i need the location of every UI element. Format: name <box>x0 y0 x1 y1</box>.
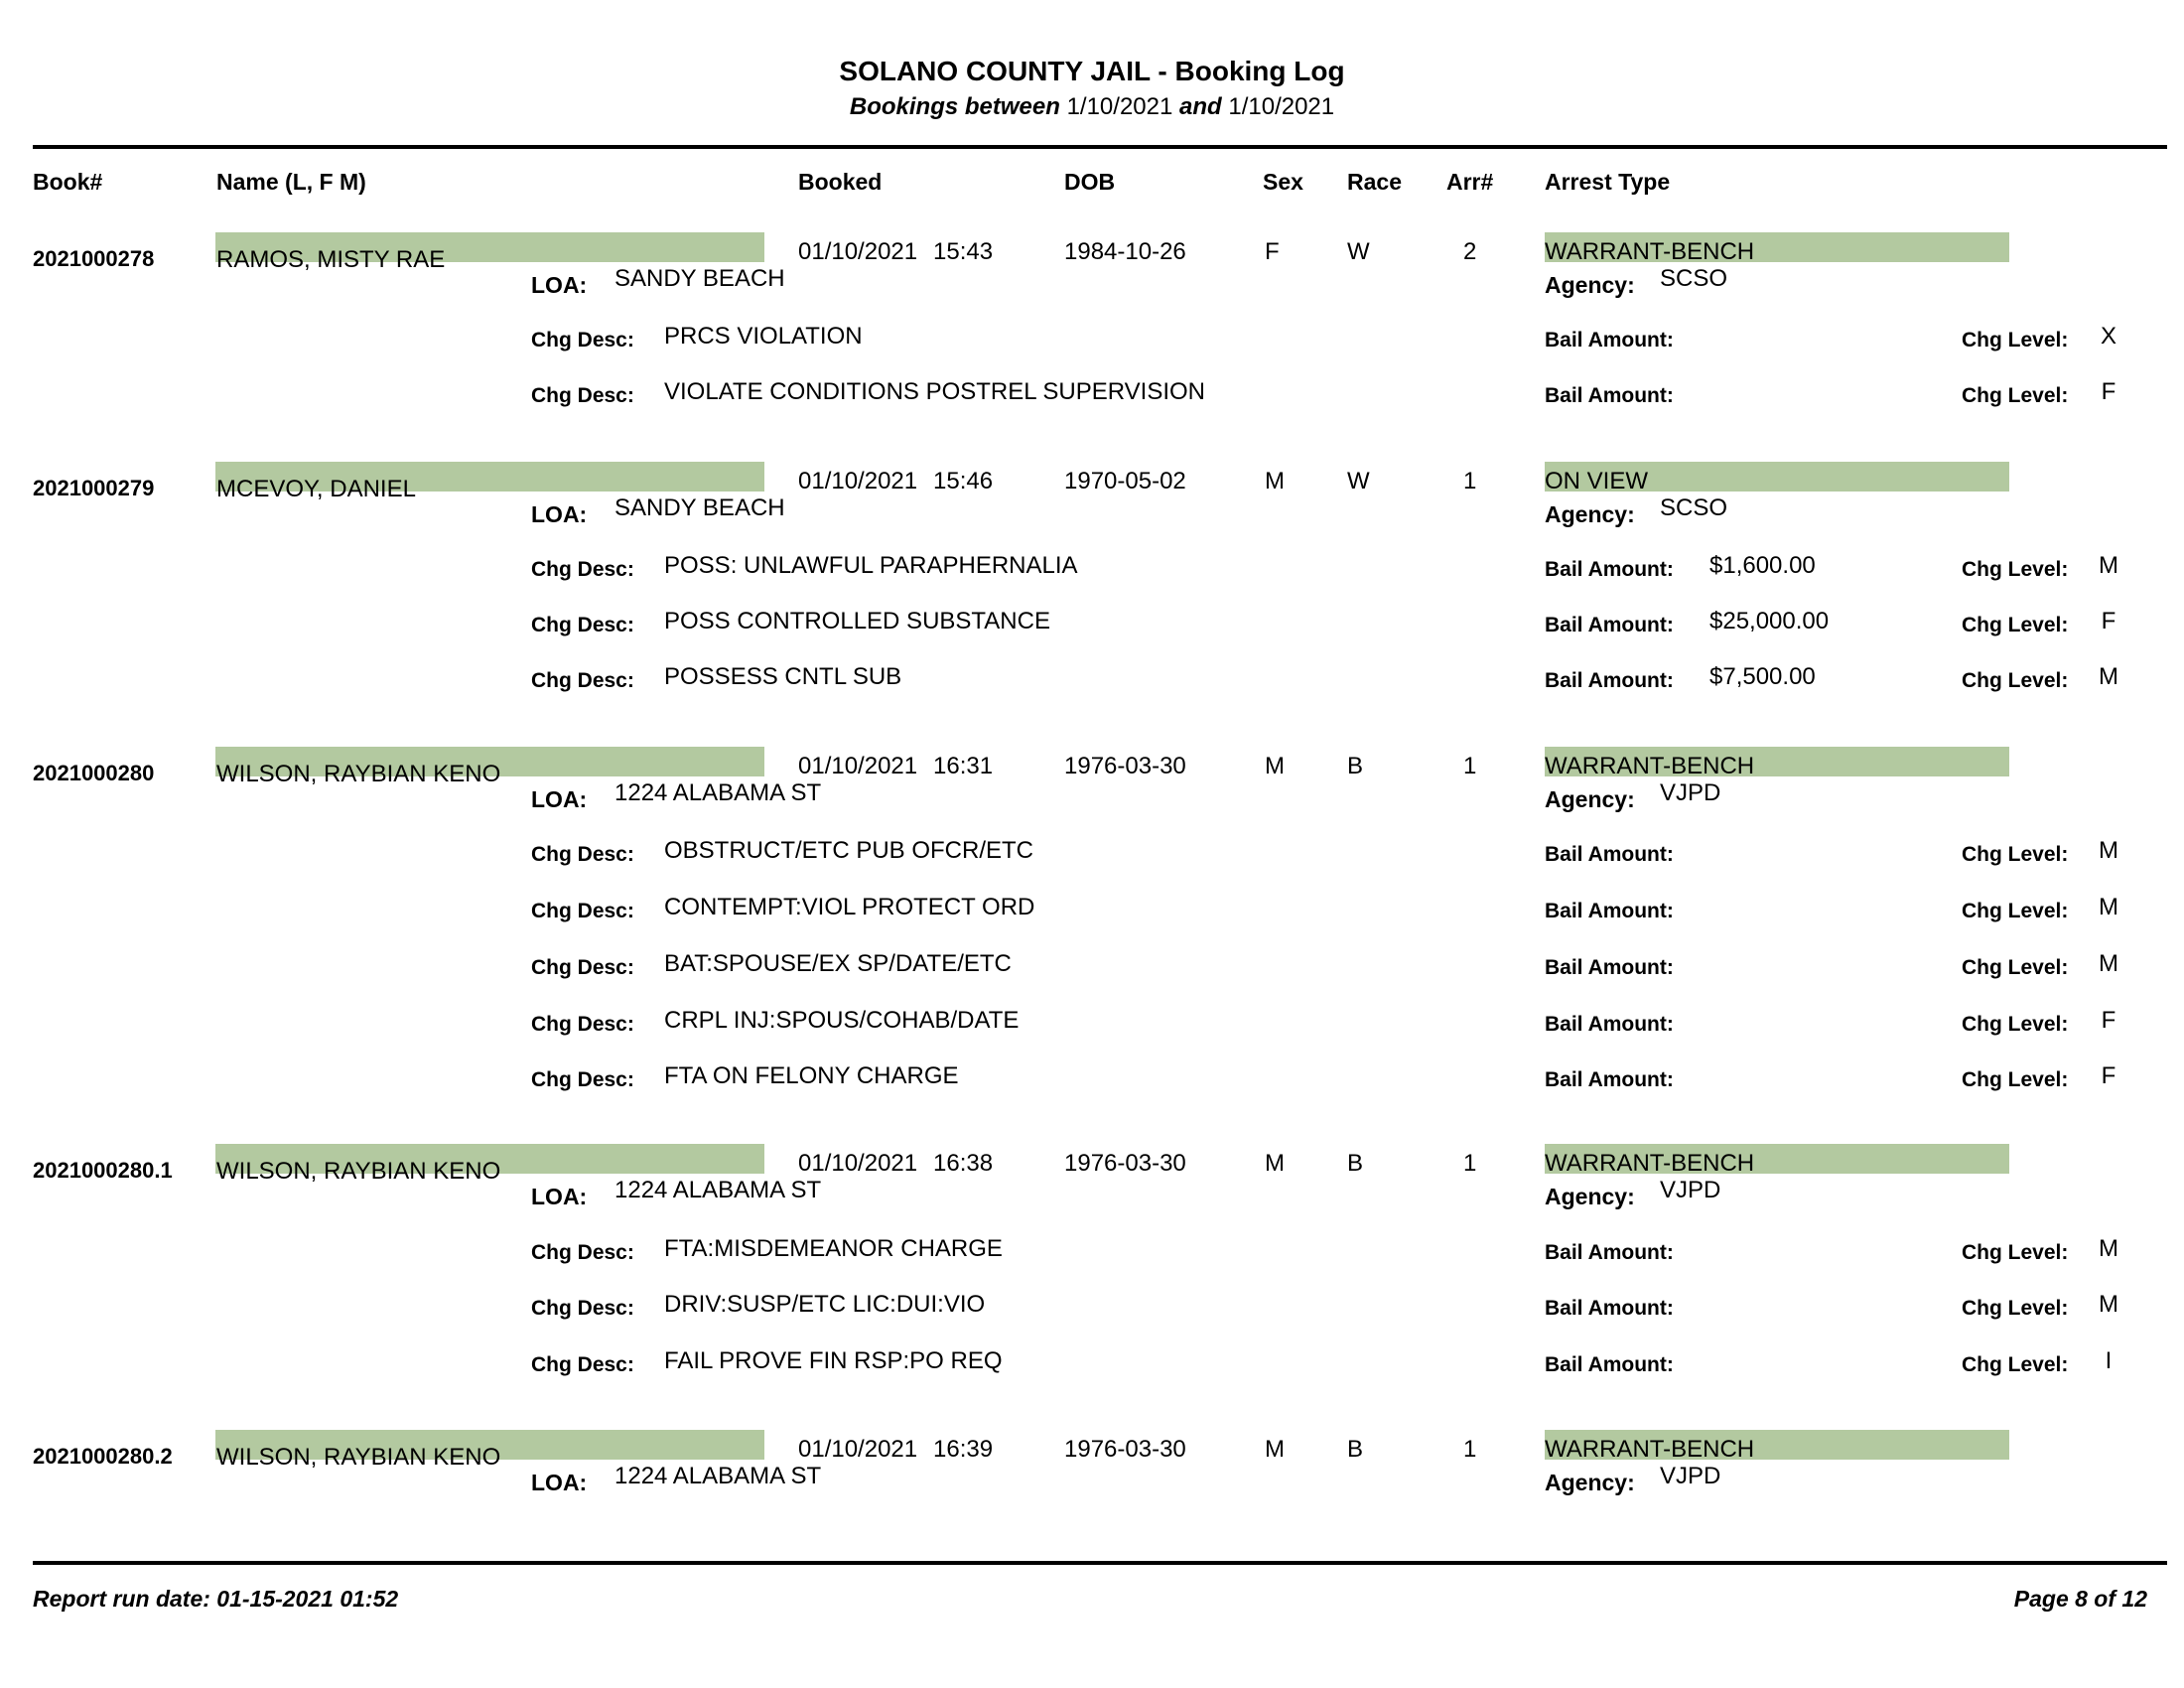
arrest-type: WARRANT-BENCH <box>1545 238 1755 265</box>
charge-desc: FAIL PROVE FIN RSP:PO REQ <box>664 1347 1003 1374</box>
bail-amount: $25,000.00 <box>1709 608 1830 634</box>
inmate-name: WILSON, RAYBIAN KENO <box>216 1444 501 1471</box>
charge-level: M <box>2099 663 2118 690</box>
booking-number: 2021000279 <box>33 476 155 500</box>
report-title: SOLANO COUNTY JAIL - Booking Log <box>839 56 1345 86</box>
race: W <box>1347 468 1370 494</box>
charge-desc: CRPL INJ:SPOUS/COHAB/DATE <box>664 1007 1020 1034</box>
charge-row <box>0 323 2184 356</box>
arrest-type: ON VIEW <box>1545 468 1649 494</box>
report-run-date: Report run date: 01-15-2021 01:52 <box>33 1586 399 1612</box>
charge-level: I <box>2105 1347 2113 1374</box>
col-header-race: Race <box>1347 169 1402 195</box>
charge-row <box>0 1291 2184 1325</box>
booking-record <box>0 462 2184 527</box>
charge-level-label: Chg Level: <box>1962 1241 2069 1264</box>
booked-time: 16:39 <box>933 1436 994 1463</box>
page-number: Page 8 of 12 <box>2013 1586 2147 1612</box>
subtitle-end-date: 1/10/2021 <box>1228 93 1335 120</box>
charge-level-label: Chg Level: <box>1962 558 2069 581</box>
booking-number: 2021000280.1 <box>33 1158 173 1183</box>
charge-row <box>0 1235 2184 1269</box>
charge-level: M <box>2099 1291 2118 1318</box>
charge-desc-label: Chg Desc: <box>531 956 634 979</box>
charge-desc: FTA:MISDEMEANOR CHARGE <box>664 1235 1003 1262</box>
loa-label: LOA: <box>531 786 588 812</box>
bail-amount-label: Bail Amount: <box>1545 1241 1674 1264</box>
bottom-divider <box>33 1561 2167 1565</box>
loa-label: LOA: <box>531 501 588 527</box>
charge-level-label: Chg Level: <box>1962 843 2069 866</box>
dob: 1976-03-30 <box>1064 1150 1186 1177</box>
charge-desc: OBSTRUCT/ETC PUB OFCR/ETC <box>664 837 1034 864</box>
charge-desc: PRCS VIOLATION <box>664 323 863 350</box>
subtitle-and: and <box>1179 93 1222 120</box>
charge-level: M <box>2099 894 2118 920</box>
inmate-name: MCEVOY, DANIEL <box>216 476 416 502</box>
agency-label: Agency: <box>1545 1470 1635 1495</box>
sex: M <box>1265 1436 1285 1463</box>
bail-amount-label: Bail Amount: <box>1545 669 1674 692</box>
arrest-count: 1 <box>1463 1150 1477 1177</box>
top-divider <box>33 145 2167 149</box>
loa-value: 1224 ALABAMA ST <box>614 1463 822 1489</box>
bail-amount-label: Bail Amount: <box>1545 1353 1674 1376</box>
booked-date: 01/10/2021 <box>798 1150 918 1177</box>
col-header-sex: Sex <box>1263 169 1303 195</box>
dob: 1976-03-30 <box>1064 1436 1186 1463</box>
charge-row <box>0 378 2184 412</box>
agency-label: Agency: <box>1545 786 1635 812</box>
charge-level: F <box>2101 608 2116 634</box>
charge-desc-label: Chg Desc: <box>531 329 634 352</box>
charge-level-label: Chg Level: <box>1962 1013 2069 1036</box>
charge-desc-label: Chg Desc: <box>531 1068 634 1091</box>
bail-amount-label: Bail Amount: <box>1545 558 1674 581</box>
charge-row <box>0 1062 2184 1096</box>
dob: 1970-05-02 <box>1064 468 1186 494</box>
charge-level: M <box>2099 1235 2118 1262</box>
sex: M <box>1265 1150 1285 1177</box>
agency-label: Agency: <box>1545 501 1635 527</box>
booked-date: 01/10/2021 <box>798 468 918 494</box>
loa-label: LOA: <box>531 1184 588 1209</box>
charge-row <box>0 552 2184 586</box>
charge-level: M <box>2099 552 2118 579</box>
charge-desc-label: Chg Desc: <box>531 614 634 636</box>
bail-amount-label: Bail Amount: <box>1545 1068 1674 1091</box>
booked-time: 16:38 <box>933 1150 994 1177</box>
charge-level-label: Chg Level: <box>1962 669 2069 692</box>
charge-desc-label: Chg Desc: <box>531 1013 634 1036</box>
loa-value: SANDY BEACH <box>614 494 785 521</box>
agency-value: VJPD <box>1660 1177 1721 1203</box>
agency-label: Agency: <box>1545 1184 1635 1209</box>
charge-row <box>0 950 2184 984</box>
charge-level: X <box>2100 323 2116 350</box>
col-header-name: Name (L, F M) <box>216 169 366 195</box>
charge-level-label: Chg Level: <box>1962 900 2069 922</box>
charge-desc-label: Chg Desc: <box>531 558 634 581</box>
race: B <box>1347 1150 1364 1177</box>
loa-label: LOA: <box>531 1470 588 1495</box>
charge-row <box>0 894 2184 927</box>
booked-time: 15:46 <box>933 468 994 494</box>
charge-desc: VIOLATE CONDITIONS POSTREL SUPERVISION <box>664 378 1206 405</box>
sex: M <box>1265 468 1285 494</box>
charge-level-label: Chg Level: <box>1962 614 2069 636</box>
arrest-count: 1 <box>1463 753 1477 779</box>
bail-amount-label: Bail Amount: <box>1545 1013 1674 1036</box>
booking-record <box>0 1144 2184 1209</box>
bail-amount: $1,600.00 <box>1709 552 1816 579</box>
charge-desc-label: Chg Desc: <box>531 900 634 922</box>
col-header-dob: DOB <box>1064 169 1116 195</box>
charge-desc-label: Chg Desc: <box>531 669 634 692</box>
charge-level: F <box>2101 1007 2116 1034</box>
col-header-book: Book# <box>33 169 103 195</box>
booking-number: 2021000278 <box>33 246 155 271</box>
charge-desc: BAT:SPOUSE/EX SP/DATE/ETC <box>664 950 1012 977</box>
charge-desc-label: Chg Desc: <box>531 1297 634 1320</box>
col-header-arr: Arr# <box>1446 169 1494 195</box>
charge-level: F <box>2101 1062 2116 1089</box>
subtitle-prefix: Bookings between <box>849 93 1060 120</box>
bail-amount-label: Bail Amount: <box>1545 900 1674 922</box>
arrest-count: 2 <box>1463 238 1477 265</box>
agency-value: VJPD <box>1660 779 1721 806</box>
charge-level-label: Chg Level: <box>1962 956 2069 979</box>
booked-time: 15:43 <box>933 238 994 265</box>
booking-number: 2021000280 <box>33 761 155 785</box>
sex: M <box>1265 753 1285 779</box>
charge-level: M <box>2099 950 2118 977</box>
loa-value: SANDY BEACH <box>614 265 785 292</box>
arrest-count: 1 <box>1463 1436 1477 1463</box>
sex: F <box>1265 238 1280 265</box>
arrest-type: WARRANT-BENCH <box>1545 1150 1755 1177</box>
loa-value: 1224 ALABAMA ST <box>614 1177 822 1203</box>
charge-level-label: Chg Level: <box>1962 1068 2069 1091</box>
loa-value: 1224 ALABAMA ST <box>614 779 822 806</box>
charge-level-label: Chg Level: <box>1962 384 2069 407</box>
inmate-name: WILSON, RAYBIAN KENO <box>216 761 501 787</box>
agency-label: Agency: <box>1545 272 1635 298</box>
arrest-type: WARRANT-BENCH <box>1545 1436 1755 1463</box>
charge-desc: FTA ON FELONY CHARGE <box>664 1062 959 1089</box>
charge-level-label: Chg Level: <box>1962 1297 2069 1320</box>
agency-value: SCSO <box>1660 494 1728 521</box>
bail-amount-label: Bail Amount: <box>1545 384 1674 407</box>
race: W <box>1347 238 1370 265</box>
dob: 1976-03-30 <box>1064 753 1186 779</box>
charge-level: F <box>2101 378 2116 405</box>
bail-amount-label: Bail Amount: <box>1545 614 1674 636</box>
bail-amount-label: Bail Amount: <box>1545 1297 1674 1320</box>
dob: 1984-10-26 <box>1064 238 1186 265</box>
bail-amount: $7,500.00 <box>1709 663 1816 690</box>
charge-row <box>0 663 2184 697</box>
race: B <box>1347 1436 1364 1463</box>
loa-label: LOA: <box>531 272 588 298</box>
charge-desc: CONTEMPT:VIOL PROTECT ORD <box>664 894 1035 920</box>
agency-value: VJPD <box>1660 1463 1721 1489</box>
charge-row <box>0 1007 2184 1041</box>
charge-desc-label: Chg Desc: <box>531 384 634 407</box>
booked-date: 01/10/2021 <box>798 1436 918 1463</box>
inmate-name: WILSON, RAYBIAN KENO <box>216 1158 501 1185</box>
agency-value: SCSO <box>1660 265 1728 292</box>
charge-desc-label: Chg Desc: <box>531 843 634 866</box>
charge-level-label: Chg Level: <box>1962 329 2069 352</box>
inmate-name: RAMOS, MISTY RAE <box>216 246 446 273</box>
booked-time: 16:31 <box>933 753 994 779</box>
bail-amount-label: Bail Amount: <box>1545 329 1674 352</box>
charge-desc-label: Chg Desc: <box>531 1353 634 1376</box>
booking-record <box>0 747 2184 812</box>
charge-row <box>0 837 2184 871</box>
charge-level: M <box>2099 837 2118 864</box>
booking-number: 2021000280.2 <box>33 1444 173 1469</box>
bail-amount-label: Bail Amount: <box>1545 956 1674 979</box>
booked-date: 01/10/2021 <box>798 238 918 265</box>
charge-desc: POSS CONTROLLED SUBSTANCE <box>664 608 1050 634</box>
charge-desc: POSSESS CNTL SUB <box>664 663 902 690</box>
col-header-booked: Booked <box>798 169 883 195</box>
arrest-count: 1 <box>1463 468 1477 494</box>
race: B <box>1347 753 1364 779</box>
bail-amount-label: Bail Amount: <box>1545 843 1674 866</box>
charge-level-label: Chg Level: <box>1962 1353 2069 1376</box>
charge-row <box>0 608 2184 641</box>
charge-desc-label: Chg Desc: <box>531 1241 634 1264</box>
charge-desc: POSS: UNLAWFUL PARAPHERNALIA <box>664 552 1078 579</box>
charge-row <box>0 1347 2184 1381</box>
report-subtitle <box>0 93 2184 121</box>
booking-record <box>0 1430 2184 1495</box>
subtitle-start-date: 1/10/2021 <box>1066 93 1173 120</box>
charge-desc: DRIV:SUSP/ETC LIC:DUI:VIO <box>664 1291 986 1318</box>
booking-record <box>0 232 2184 298</box>
col-header-arrest-type: Arrest Type <box>1545 169 1671 195</box>
arrest-type: WARRANT-BENCH <box>1545 753 1755 779</box>
booked-date: 01/10/2021 <box>798 753 918 779</box>
